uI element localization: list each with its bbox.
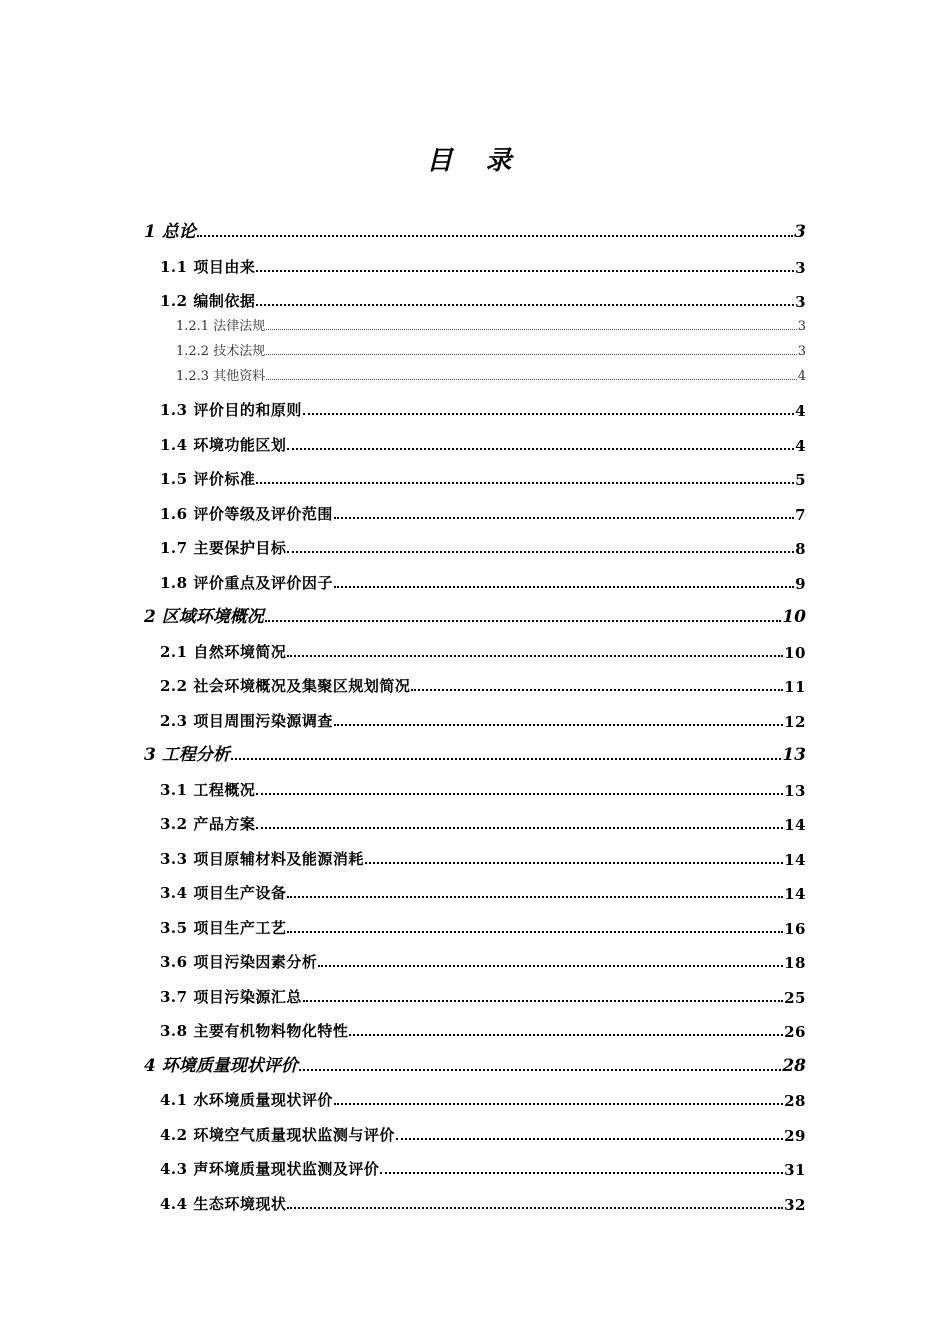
dot-leader <box>231 758 782 760</box>
toc-entry[interactable] <box>160 707 806 731</box>
toc-entry-label: 2 区域环境概况 <box>144 607 264 627</box>
toc-entry-label: 2.2 社会环境概况及集聚区规划简况 <box>160 677 411 695</box>
toc-entry[interactable] <box>160 1190 806 1214</box>
toc-entry-label: 3.5 项目生产工艺 <box>160 919 287 937</box>
dot-leader <box>287 1207 783 1209</box>
toc-entry-label: 3.4 项目生产设备 <box>160 884 287 902</box>
toc-entry-page: 10 <box>784 644 806 662</box>
dot-leader <box>265 620 782 622</box>
toc-entry-page: 3 <box>794 222 806 242</box>
toc-entry[interactable] <box>160 1121 806 1145</box>
dot-leader <box>365 862 783 864</box>
toc-entry[interactable] <box>176 339 806 359</box>
toc-entry-label: 3.7 项目污染源汇总 <box>160 988 302 1006</box>
dot-leader <box>318 965 783 967</box>
toc-entry-page: 4 <box>797 369 806 384</box>
toc-entry[interactable] <box>144 603 806 627</box>
toc-entry[interactable] <box>144 1052 806 1076</box>
dot-leader <box>334 517 794 519</box>
dot-leader <box>266 329 797 330</box>
toc-entry-label: 1.1 项目由来 <box>160 258 256 276</box>
toc-entry-label: 2.3 项目周围污染源调查 <box>160 712 333 730</box>
toc-entry-page: 25 <box>784 989 806 1007</box>
dot-leader <box>349 1034 783 1036</box>
toc-entry-page: 3 <box>795 259 806 277</box>
dot-leader <box>334 724 783 726</box>
toc-entry[interactable] <box>160 845 806 869</box>
toc-entry[interactable] <box>176 364 806 384</box>
toc-entry-page: 32 <box>784 1196 806 1214</box>
toc-entry[interactable] <box>160 879 806 903</box>
toc-entry[interactable] <box>160 810 806 834</box>
toc-entry-label: 4.3 声环境质量现状监测及评价 <box>160 1160 380 1178</box>
toc-entry-page: 13 <box>784 782 806 800</box>
dot-leader <box>287 931 783 933</box>
dot-leader <box>256 304 794 306</box>
toc-entry[interactable] <box>160 500 806 524</box>
toc-entry-page: 3 <box>797 319 806 334</box>
toc-entry-label: 1.2 编制依据 <box>160 292 256 310</box>
dot-leader <box>256 793 783 795</box>
toc-entry[interactable] <box>160 396 806 420</box>
dot-leader <box>256 270 794 272</box>
toc-entry-page: 13 <box>782 745 806 765</box>
toc-entry-label: 1.2.2 技术法规 <box>176 344 266 359</box>
dot-leader <box>411 689 783 691</box>
toc-entry[interactable] <box>144 218 806 242</box>
toc-entry[interactable] <box>160 287 806 311</box>
toc-entry-page: 14 <box>784 885 806 903</box>
toc-entry-label: 1.8 评价重点及评价因子 <box>160 574 333 592</box>
dot-leader <box>303 413 794 415</box>
toc-entry-label: 4.1 水环境质量现状评价 <box>160 1091 333 1109</box>
toc-entry-page: 26 <box>784 1023 806 1041</box>
toc-entry-page: 10 <box>782 607 806 627</box>
toc-entry-page: 4 <box>795 402 806 420</box>
toc-entry-label: 1.2.3 其他资料 <box>176 369 266 384</box>
toc-entry-page: 29 <box>784 1127 806 1145</box>
toc-entry-page: 5 <box>795 471 806 489</box>
dot-leader <box>197 235 793 237</box>
toc-entry-label: 4 环境质量现状评价 <box>144 1056 298 1076</box>
dot-leader <box>303 1000 783 1002</box>
toc-entry[interactable] <box>160 253 806 277</box>
toc-entry[interactable] <box>160 948 806 972</box>
toc-entry[interactable] <box>160 1086 806 1110</box>
toc-entry-page: 8 <box>795 540 806 558</box>
toc-entry-label: 1 总论 <box>144 222 196 242</box>
dot-leader <box>256 482 794 484</box>
toc-entry-page: 18 <box>784 954 806 972</box>
dot-leader <box>287 655 783 657</box>
toc-entry[interactable] <box>160 569 806 593</box>
toc-entry-label: 2.1 自然环境简况 <box>160 643 287 661</box>
toc-entry[interactable] <box>160 1017 806 1041</box>
toc-entry[interactable] <box>144 741 806 765</box>
dot-leader <box>334 1103 783 1105</box>
toc-entry-label: 1.6 评价等级及评价范围 <box>160 505 333 523</box>
dot-leader <box>396 1138 783 1140</box>
toc-entry-page: 9 <box>795 575 806 593</box>
dot-leader <box>299 1069 782 1071</box>
toc-entry-page: 14 <box>784 851 806 869</box>
toc-entry-page: 12 <box>784 713 806 731</box>
toc-entry-page: 3 <box>797 344 806 359</box>
toc-entry-label: 1.3 评价目的和原则 <box>160 401 302 419</box>
toc-entry[interactable] <box>160 431 806 455</box>
toc-entry-label: 3.8 主要有机物料物化特性 <box>160 1022 349 1040</box>
toc-entry-page: 4 <box>795 437 806 455</box>
toc-entry-label: 3.2 产品方案 <box>160 815 256 833</box>
toc-entry[interactable] <box>160 638 806 662</box>
toc-entry[interactable] <box>160 983 806 1007</box>
toc-entry-label: 4.4 生态环境现状 <box>160 1195 287 1213</box>
toc-entry[interactable] <box>160 534 806 558</box>
dot-leader <box>287 448 794 450</box>
toc-entry[interactable] <box>160 465 806 489</box>
dot-leader <box>266 379 797 380</box>
toc-title: 目 录 <box>426 146 524 176</box>
toc-entry-page: 28 <box>782 1056 806 1076</box>
toc-entry-page: 7 <box>795 506 806 524</box>
toc-entry-label: 4.2 环境空气质量现状监测与评价 <box>160 1126 395 1144</box>
toc-entry-label: 3.6 项目污染因素分析 <box>160 953 318 971</box>
dot-leader <box>266 354 797 355</box>
dot-leader <box>287 896 783 898</box>
dot-leader <box>256 827 783 829</box>
dot-leader <box>334 586 794 588</box>
toc-entry-page: 14 <box>784 816 806 834</box>
toc-entry-page: 28 <box>784 1092 806 1110</box>
toc-entry-label: 3 工程分析 <box>144 745 230 765</box>
toc-entry[interactable] <box>160 672 806 696</box>
toc-entry[interactable] <box>176 314 806 334</box>
toc-entry[interactable] <box>160 1155 806 1179</box>
toc-entry-label: 1.7 主要保护目标 <box>160 539 287 557</box>
toc-entry-label: 1.2.1 法律法规 <box>176 319 266 334</box>
toc-entry-label: 3.1 工程概况 <box>160 781 256 799</box>
toc-entry-page: 11 <box>784 678 806 696</box>
dot-leader <box>380 1172 783 1174</box>
toc-entry-label: 1.4 环境功能区划 <box>160 436 287 454</box>
toc-entry-label: 3.3 项目原辅材料及能源消耗 <box>160 850 364 868</box>
toc-entry-page: 3 <box>795 293 806 311</box>
toc-entry-label: 1.5 评价标准 <box>160 470 256 488</box>
toc-entry-page: 16 <box>784 920 806 938</box>
dot-leader <box>287 551 794 553</box>
toc-entry[interactable] <box>160 914 806 938</box>
toc-entry[interactable] <box>160 776 806 800</box>
toc-entry-page: 31 <box>784 1161 806 1179</box>
